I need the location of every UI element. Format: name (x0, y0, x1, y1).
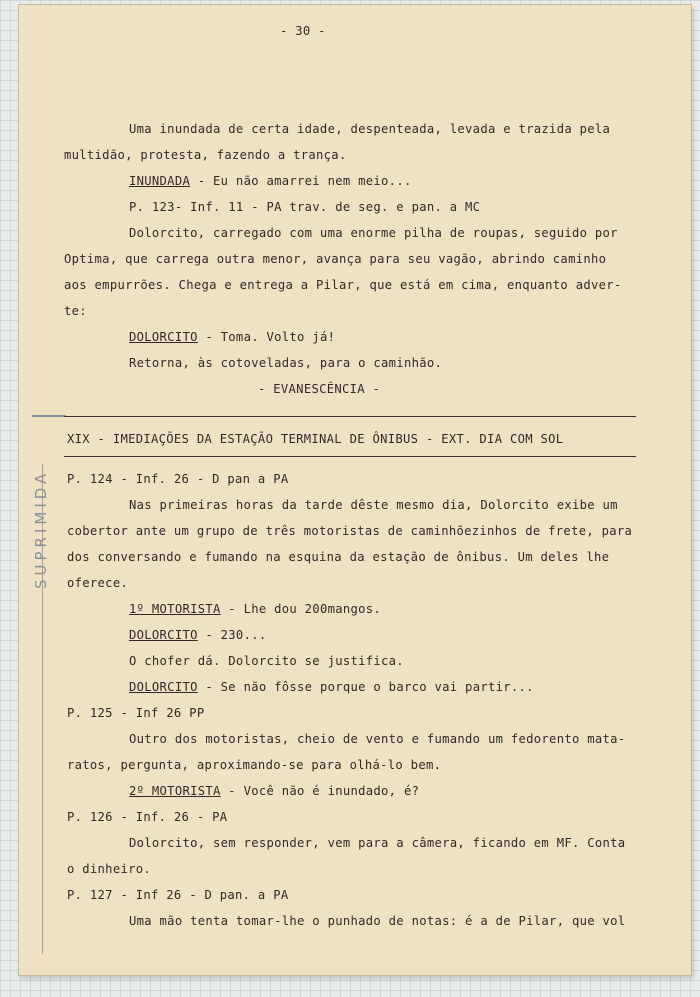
shot-line: P. 125 - Inf 26 PP (67, 706, 205, 720)
speaker-name: DOLORCITO (129, 680, 198, 694)
speaker-name: DOLORCITO (129, 628, 198, 642)
dialogue-text: - Você não é inundado, é? (220, 784, 420, 798)
text-line: Dolorcito, sem responder, vem para a câmera, ficando em MF. Conta (129, 836, 626, 850)
dialogue-line (129, 174, 412, 188)
dialogue-text: - Se não fôsse porque o barco vai partir... (197, 680, 534, 694)
text-line: dos conversando e fumando na esquina da estação de ônibus. Um deles lhe (67, 550, 610, 564)
text-line: Dolorcito, carregado com uma enorme pilha de roupas, seguido por (129, 226, 618, 240)
text-line: Nas primeiras horas da tarde dêste mesmo dia, Dolorcito exibe um (129, 498, 618, 512)
text-line: te: (64, 304, 87, 318)
shot-line: P. 123- Inf. 11 - PA trav. de seg. e pan. a MC (129, 200, 481, 214)
suprimida-pencil-note: SUPRIMIDA (32, 469, 50, 589)
section-rule-top (64, 416, 636, 417)
text-line: O chofer dá. Dolorcito se justifica. (129, 654, 404, 668)
dialogue-line (129, 784, 419, 798)
dialogue-text: - Lhe dou 200mangos. (220, 602, 382, 616)
speaker-name: 1º MOTORISTA (129, 602, 221, 616)
dialogue-text: - Eu não amarrei nem meio... (190, 174, 412, 188)
shot-line: P. 124 - Inf. 26 - D pan a PA (67, 472, 289, 486)
dialogue-line (129, 330, 335, 344)
text-line: multidão, protesta, fazendo a trança. (64, 148, 347, 162)
speaker-name: INUNDADA (129, 174, 191, 188)
dialogue-text: - 230... (197, 628, 267, 642)
text-line: oferece. (67, 576, 129, 590)
page-number: - 30 - (280, 24, 326, 38)
dialogue-line (129, 680, 534, 694)
text-line: Uma mão tenta tomar-lhe o punhado de notas: é a de Pilar, que vol (129, 914, 626, 928)
shot-line: P. 126 - Inf. 26 - PA (67, 810, 228, 824)
speaker-name: 2º MOTORISTA (129, 784, 221, 798)
text-line: Outro dos motoristas, cheio de vento e fumando um fedorento mata- (129, 732, 626, 746)
text-line: Optima, que carrega outra menor, avança para seu vagão, abrindo caminho (64, 252, 607, 266)
dialogue-line (129, 628, 267, 642)
dialogue-text: - Toma. Volto já! (197, 330, 336, 344)
typewritten-page (18, 4, 692, 976)
speaker-name: DOLORCITO (129, 330, 198, 344)
text-line: Retorna, às cotoveladas, para o caminhão. (129, 356, 443, 370)
shot-line: P. 127 - Inf 26 - D pan. a PA (67, 888, 289, 902)
text-line: o dinheiro. (67, 862, 152, 876)
dialogue-line (129, 602, 381, 616)
text-line: cobertor ante um grupo de três motoristas de caminhõezinhos de frete, para (67, 524, 633, 538)
scene-heading: XIX - IMEDIAÇÕES DA ESTAÇÃO TERMINAL DE ÔNIBUS - EXT. DIA COM SOL (67, 432, 564, 446)
text-line: Uma inundada de certa idade, despenteada, levada e trazida pela (129, 122, 611, 136)
text-line: ratos, pergunta, aproximando-se para olhá-lo bem. (67, 758, 442, 772)
pencil-mark (32, 415, 66, 417)
section-rule-bottom (64, 456, 636, 457)
transition-line: - EVANESCÊNCIA - (258, 382, 381, 396)
text-line: aos empurrões. Chega e entrega a Pilar, que está em cima, enquanto adver- (64, 278, 622, 292)
